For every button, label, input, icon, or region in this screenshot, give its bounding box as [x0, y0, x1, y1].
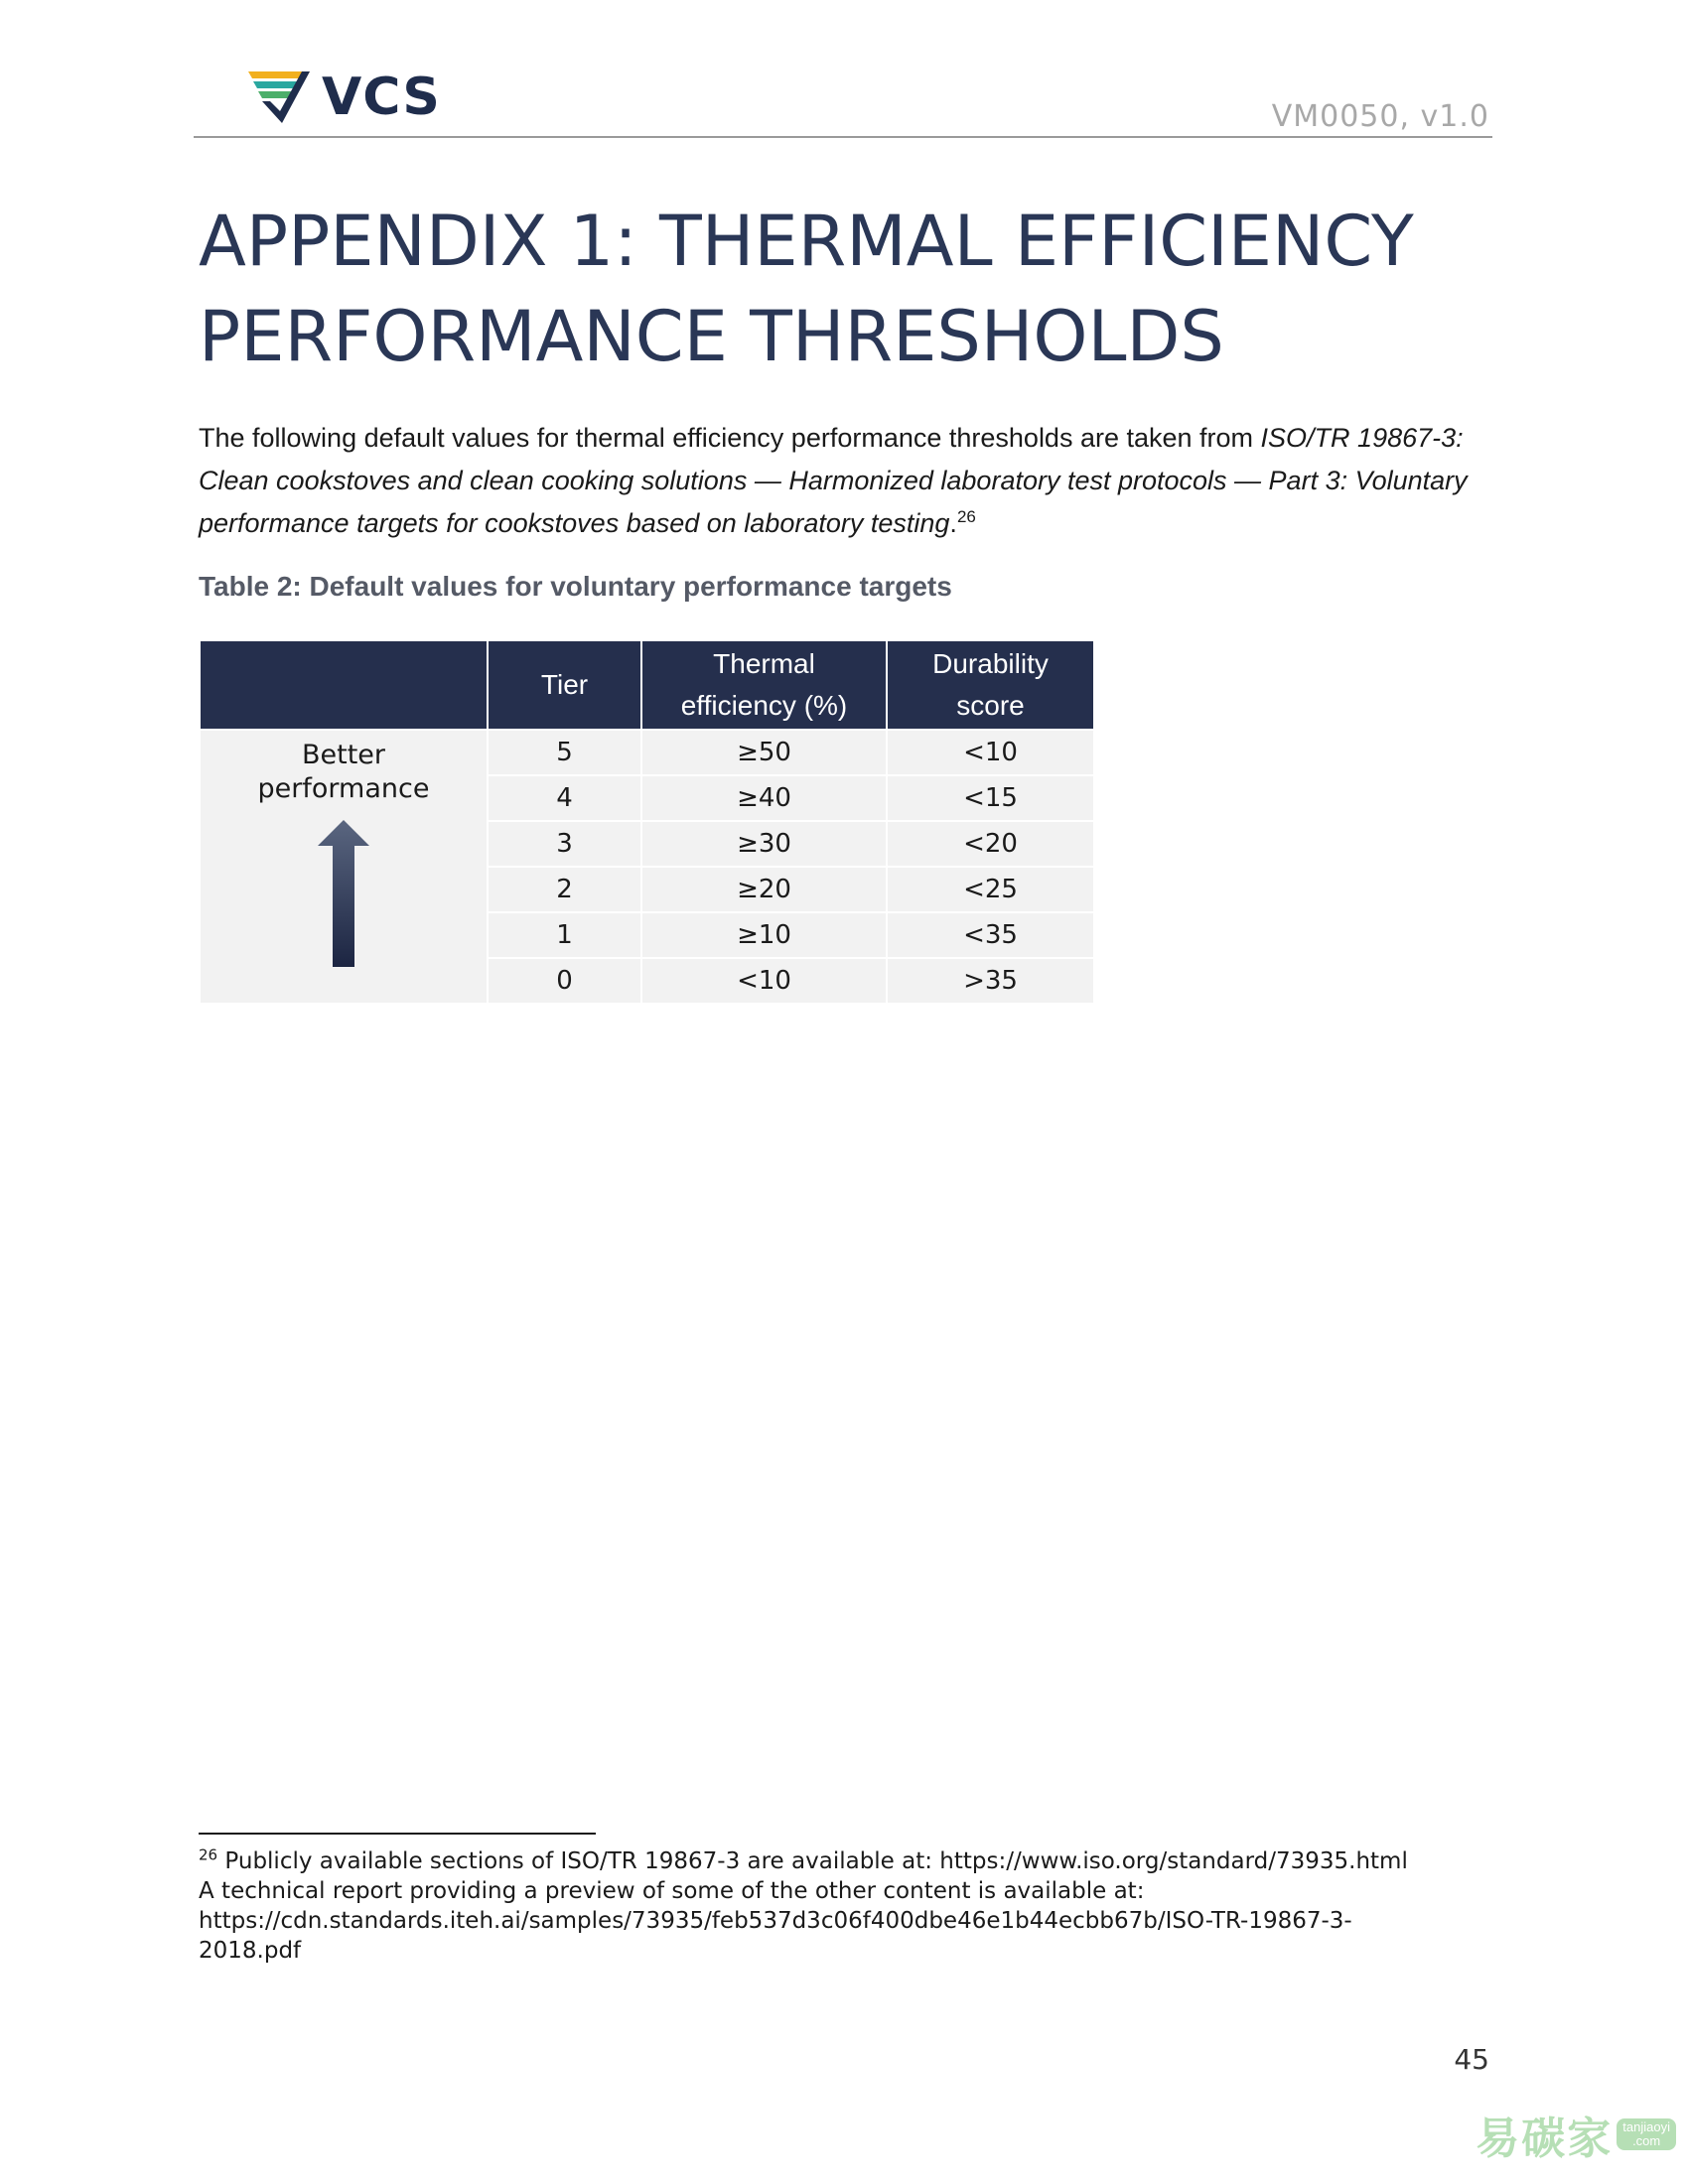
- table-row: [200, 730, 1094, 775]
- table-header-row: [200, 640, 1094, 730]
- footnote-line-3[interactable]: https://cdn.standards.iteh.ai/samples/73935/feb537d3c06f400dbe46e1b44ecbb67b/ISO-TR-19867-3-: [199, 1908, 1352, 1934]
- cell-efficiency: ≥40: [641, 775, 887, 821]
- header-durability-score: [887, 640, 1094, 730]
- header-divider: [194, 136, 1492, 138]
- footnote-line-1: [199, 1846, 1494, 1876]
- cell-efficiency: ≥20: [641, 867, 887, 912]
- intro-paragraph: [199, 417, 1494, 545]
- document-reference: VM0050, v1.0: [1271, 99, 1489, 134]
- header-efficiency-line-1: Thermal: [713, 648, 815, 679]
- cell-tier: 4: [488, 775, 641, 821]
- cell-tier: 2: [488, 867, 641, 912]
- watermark-text: 易碳家: [1476, 2114, 1614, 2164]
- intro-citation: ISO/TR 19867-3: Clean cookstoves and clean cooking solutions — Harmonized laboratory test protocols — Part 3: Voluntary performance targets for cookstoves based on laboratory testing: [199, 423, 1468, 538]
- page-title-line-1: APPENDIX 1: THERMAL EFFICIENCY: [199, 201, 1414, 282]
- page-title-line-2: PERFORMANCE THRESHOLDS: [199, 296, 1224, 377]
- cell-durability: <20: [887, 821, 1094, 867]
- cell-durability: <35: [887, 912, 1094, 958]
- performance-targets-table: [199, 639, 1095, 1005]
- cell-efficiency: <10: [641, 958, 887, 1004]
- vcs-check-icon: [248, 69, 312, 125]
- cell-efficiency: ≥30: [641, 821, 887, 867]
- cell-durability: >35: [887, 958, 1094, 1004]
- header-durability-line-1: Durability: [932, 648, 1049, 679]
- better-performance-label: Better performance: [257, 740, 430, 804]
- header-blank-cell: [200, 640, 488, 730]
- footnote-line-2: A technical report providing a preview of some of the other content is available at:: [199, 1878, 1145, 1904]
- cell-durability: <15: [887, 775, 1094, 821]
- footnote-line-4[interactable]: 2018.pdf: [199, 1938, 302, 1964]
- footnote: [199, 1846, 1494, 1966]
- intro-period: .: [949, 508, 957, 538]
- cell-tier: 5: [488, 730, 641, 775]
- footnote-reference[interactable]: 26: [956, 507, 976, 526]
- cell-efficiency: ≥50: [641, 730, 887, 775]
- header-durability-line-2: score: [956, 690, 1025, 721]
- page-title: [199, 194, 1489, 384]
- cell-efficiency: ≥10: [641, 912, 887, 958]
- cell-durability: <25: [887, 867, 1094, 912]
- footnote-iso-link[interactable]: Publicly available sections of ISO/TR 19867-3 are available at: https://www.iso.org/standard/73935.html: [217, 1848, 1408, 1874]
- header-thermal-efficiency: [641, 640, 887, 730]
- header-efficiency-line-2: efficiency (%): [680, 690, 848, 721]
- watermark-logo: [1476, 2103, 1676, 2166]
- watermark-badge: tanjiaoyi .com: [1617, 2118, 1676, 2150]
- logo-text: VCS: [322, 68, 441, 127]
- footnote-number: 26: [199, 1845, 218, 1864]
- cell-durability: <10: [887, 730, 1094, 775]
- intro-text: The following default values for thermal efficiency performance thresholds are taken from: [199, 423, 1261, 453]
- vcs-logo: [248, 69, 441, 125]
- cell-tier: 1: [488, 912, 641, 958]
- arrow-up-icon: [316, 820, 371, 969]
- better-performance-cell: [200, 730, 488, 1004]
- footnote-divider: [199, 1833, 596, 1835]
- page-number: 45: [1454, 2043, 1489, 2076]
- cell-tier: 3: [488, 821, 641, 867]
- table-caption: Table 2: Default values for voluntary performance targets: [199, 571, 952, 602]
- cell-tier: 0: [488, 958, 641, 1004]
- header-tier: Tier: [488, 640, 641, 730]
